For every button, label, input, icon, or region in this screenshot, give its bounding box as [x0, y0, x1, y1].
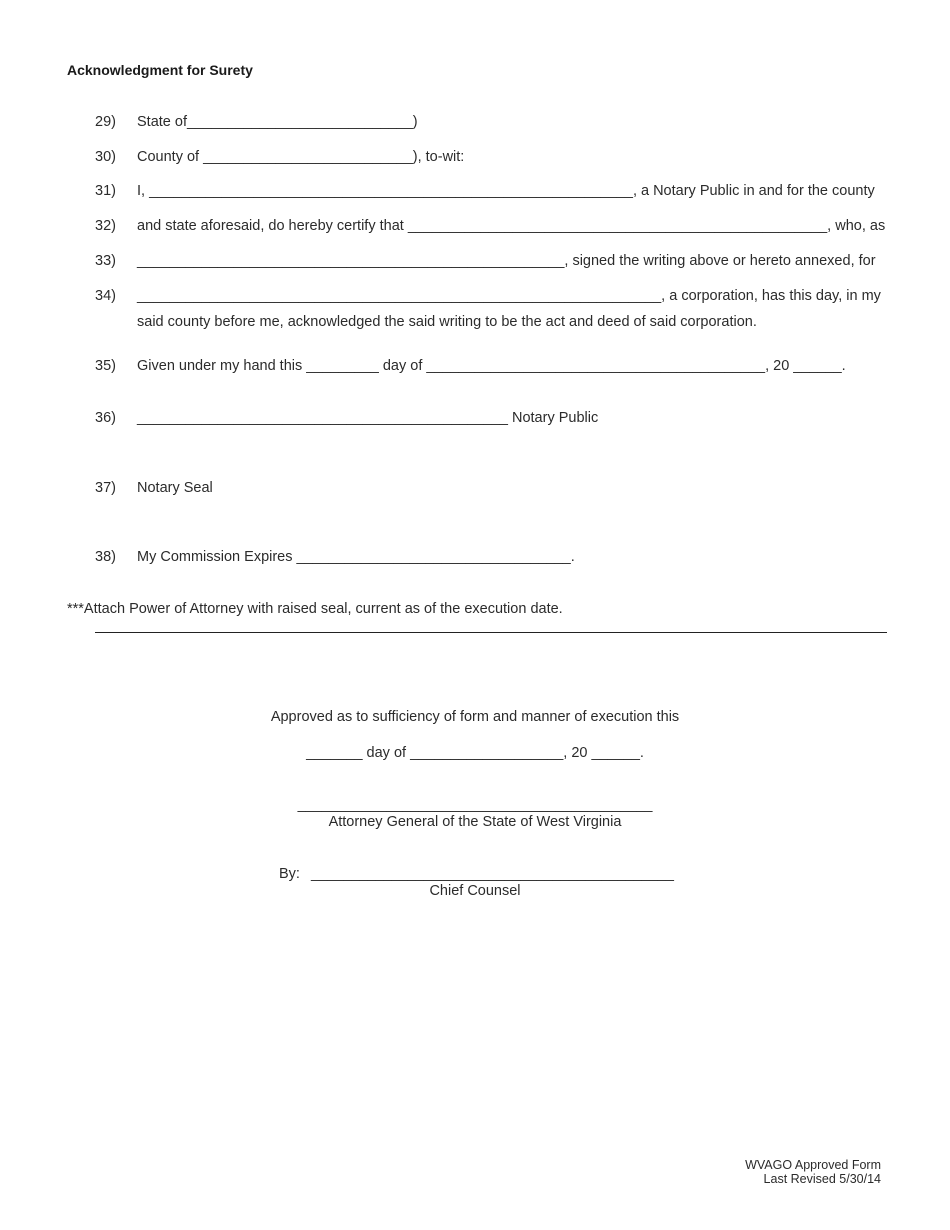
- line-number: 38): [95, 549, 116, 565]
- notary-seal-label: Notary Seal: [137, 480, 213, 496]
- line-number: 37): [95, 480, 116, 496]
- approval-statement: Approved as to sufficiency of form and manner of execution this: [270, 709, 680, 725]
- line-number: 33): [95, 253, 116, 269]
- title-field[interactable]: _____________________________________________________, signed the writing above or hereto annexed, for: [137, 253, 876, 269]
- corporation-field[interactable]: _________________________________________________________________, a corporation, has this day, in my: [137, 288, 881, 304]
- line-number: 34): [95, 288, 116, 304]
- commission-expires-field[interactable]: My Commission Expires __________________________________.: [137, 549, 575, 565]
- line-number: 31): [95, 183, 116, 199]
- form-title: Acknowledgment for Surety: [67, 62, 253, 78]
- attorney-general-label: Attorney General of the State of West Virginia: [328, 814, 622, 830]
- line-number: 36): [95, 410, 116, 426]
- line-number: 35): [95, 358, 116, 374]
- by-signature-line[interactable]: _____________________________________________: [311, 866, 674, 882]
- attach-note: ***Attach Power of Attorney with raised seal, current as of the execution date.: [67, 601, 563, 617]
- attorney-general-signature-line[interactable]: ____________________________________________: [297, 797, 653, 813]
- line-number: 29): [95, 114, 116, 130]
- given-date-field[interactable]: Given under my hand this _________ day of __________________________________________, 20 ______.: [137, 358, 846, 374]
- approval-date-field[interactable]: _______ day of ___________________, 20 ______.: [306, 745, 644, 761]
- by-label: By:: [279, 866, 300, 882]
- footer-last-revised: Last Revised 5/30/14: [763, 1172, 881, 1186]
- state-of-field[interactable]: State of____________________________): [137, 114, 418, 130]
- footer: [745, 1158, 881, 1186]
- line-number: 32): [95, 218, 116, 234]
- notary-name-field[interactable]: I, ____________________________________________________________, a Notary Public in and for the county: [137, 183, 875, 199]
- notary-signature-field[interactable]: ______________________________________________ Notary Public: [137, 410, 599, 426]
- acknowledgment-text: said county before me, acknowledged the said writing to be the act and deed of said corporation.: [137, 314, 757, 330]
- divider: [95, 632, 887, 633]
- line-number: 30): [95, 149, 116, 165]
- certify-name-field[interactable]: and state aforesaid, do hereby certify that ____________________________________________________, who, as: [137, 218, 886, 234]
- footer-approved-form: WVAGO Approved Form: [745, 1158, 881, 1172]
- chief-counsel-label: Chief Counsel: [429, 883, 521, 899]
- county-of-field[interactable]: County of __________________________), to-wit:: [137, 149, 465, 165]
